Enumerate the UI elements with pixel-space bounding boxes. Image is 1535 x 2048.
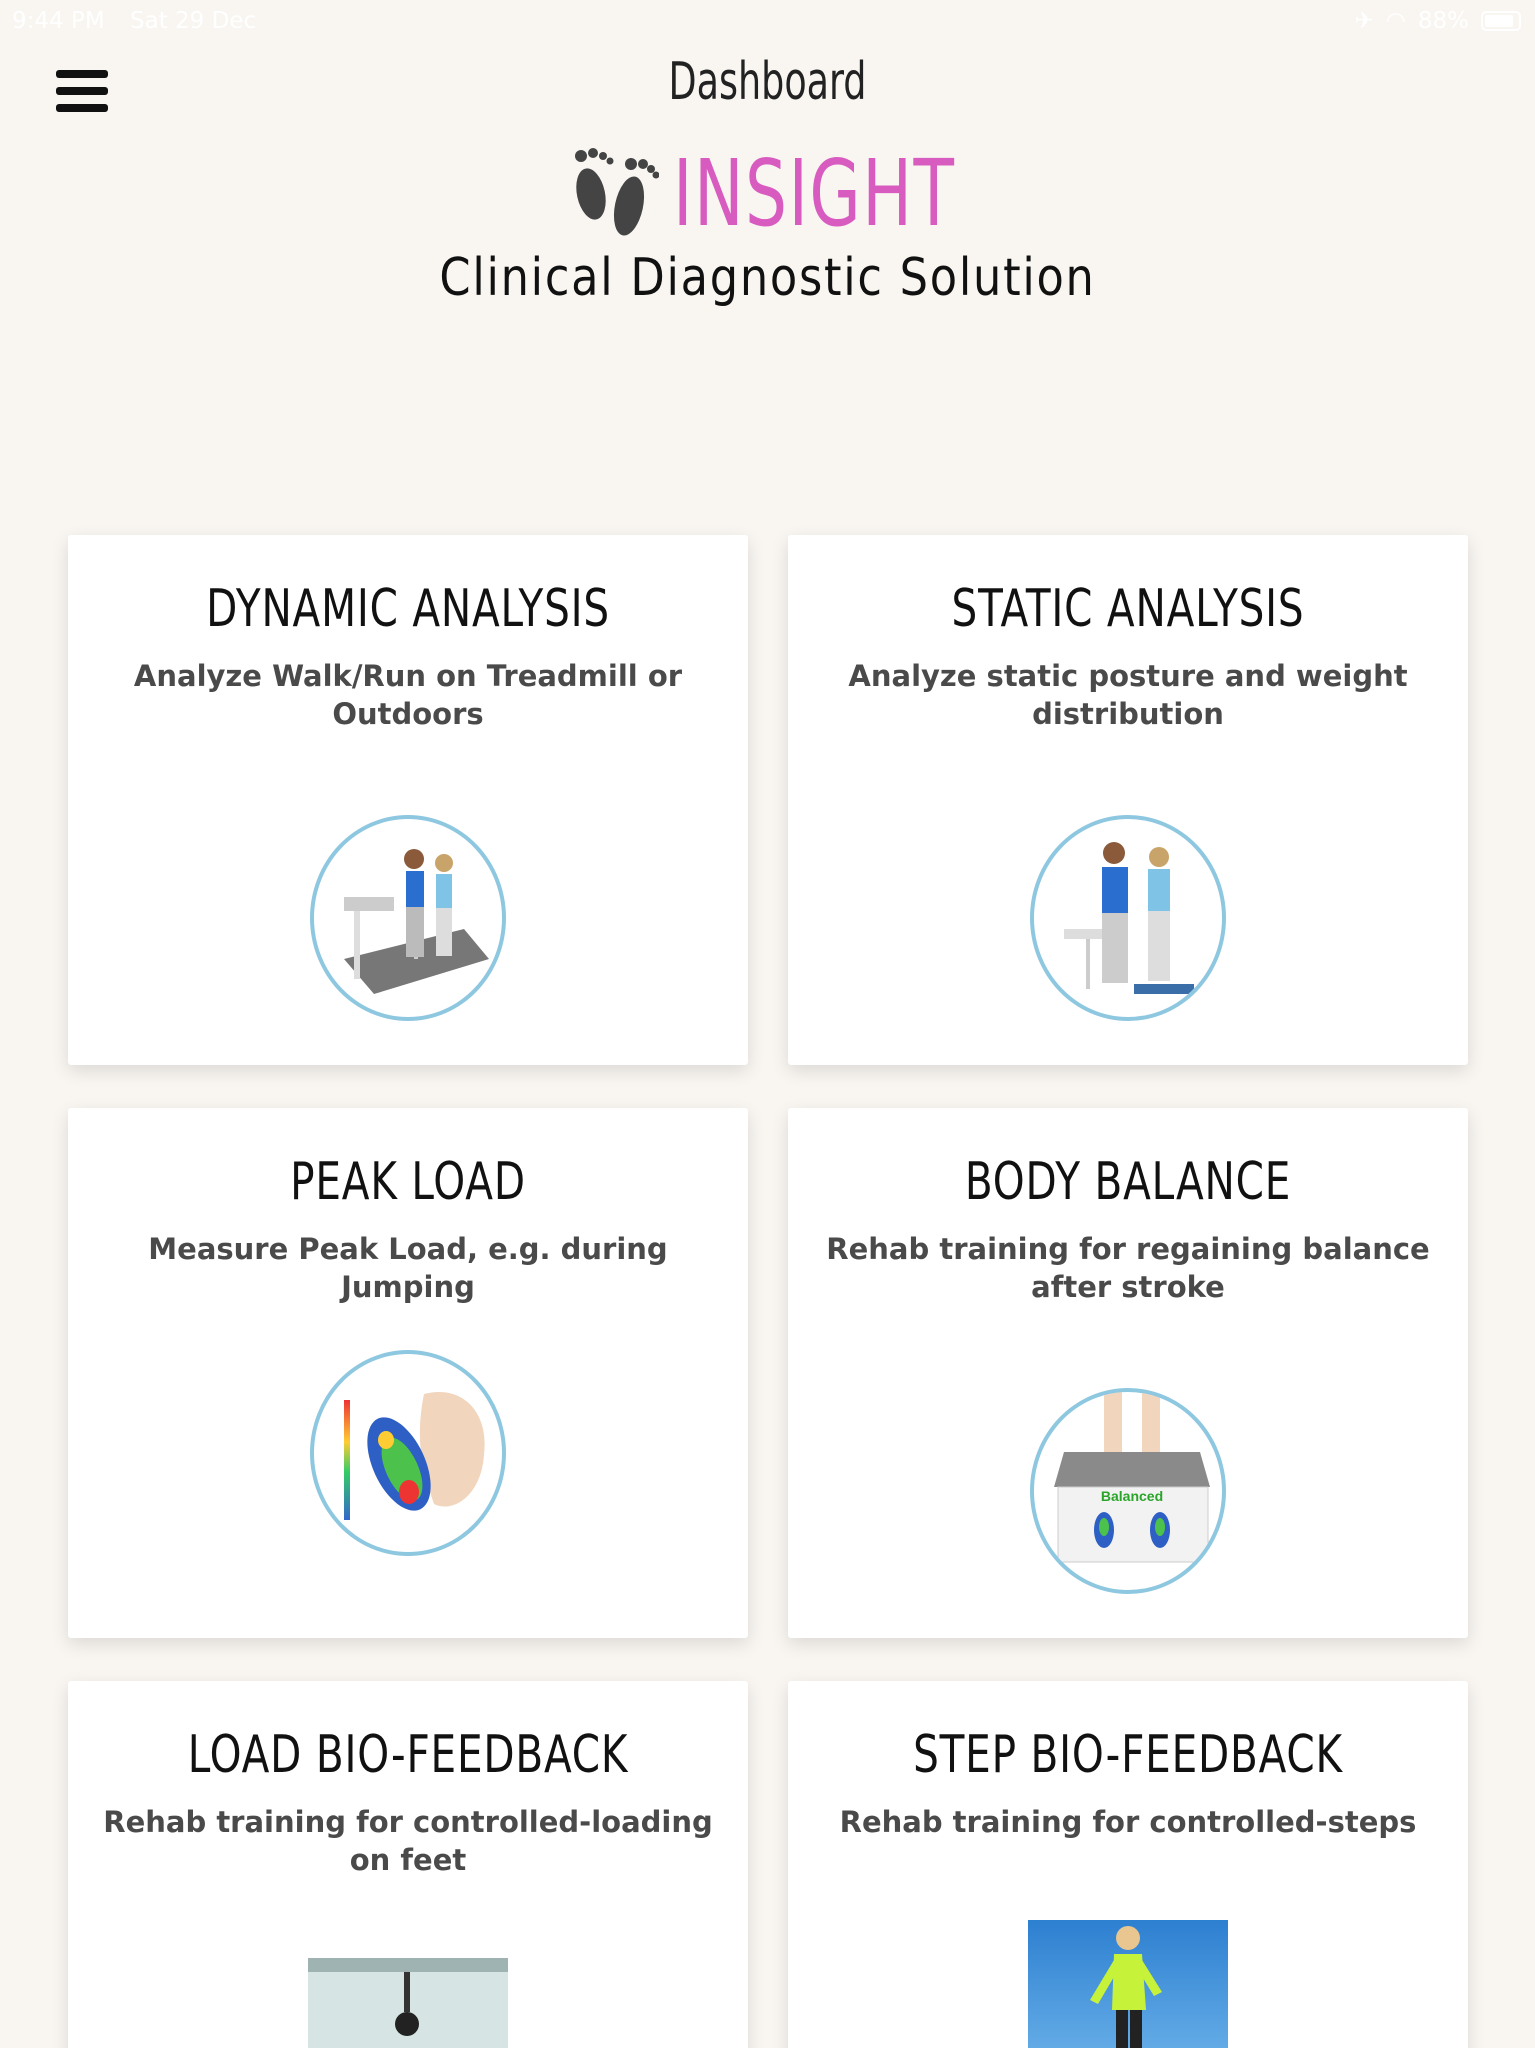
hamburger-menu-icon[interactable]: [56, 70, 108, 114]
card-step-bio-feedback[interactable]: [788, 1681, 1468, 2048]
card-dynamic-analysis[interactable]: [68, 535, 748, 1065]
foot-pressure-icon: [310, 1350, 506, 1556]
app-logo: [0, 140, 1535, 249]
card-description: Analyze Walk/Run on Treadmill or Outdoors: [133, 659, 683, 731]
status-time: 9:44 PM: [12, 8, 105, 34]
card-title: STATIC ANALYSIS: [951, 579, 1305, 639]
card-title: LOAD BIO-FEEDBACK: [187, 1725, 629, 1785]
balance-plate-icon: [1030, 1388, 1226, 1594]
status-bar: [0, 0, 1535, 40]
load-feedback-photo: [308, 1958, 508, 2048]
brand-name: INSIGHT: [672, 140, 955, 247]
card-description: Analyze static posture and weight distribution: [848, 659, 1408, 731]
wifi-icon: ◠: [1385, 8, 1406, 34]
page-title: Dashboard: [668, 52, 867, 112]
treadmill-icon: [310, 815, 506, 1021]
status-date: Sat 29 Dec: [130, 8, 257, 34]
airplane-icon: ✈: [1354, 8, 1374, 34]
card-title: PEAK LOAD: [290, 1152, 526, 1212]
battery-percent: 88%: [1417, 8, 1469, 34]
card-description: Rehab training for controlled-loading on feet: [103, 1805, 713, 1877]
card-body-balance[interactable]: [788, 1108, 1468, 1638]
card-title: STEP BIO-FEEDBACK: [913, 1725, 1343, 1785]
card-description: Rehab training for controlled-steps: [839, 1805, 1417, 1839]
card-load-bio-feedback[interactable]: [68, 1681, 748, 2048]
card-peak-load[interactable]: [68, 1108, 748, 1638]
card-static-analysis[interactable]: [788, 535, 1468, 1065]
card-title: DYNAMIC ANALYSIS: [206, 579, 610, 639]
walking-woman-photo: [1028, 1920, 1228, 2048]
card-title: BODY BALANCE: [964, 1152, 1292, 1212]
card-description: Rehab training for regaining balance after stroke: [826, 1232, 1430, 1304]
battery-icon: [1481, 11, 1521, 31]
balanced-label: Balanced: [1100, 1488, 1164, 1504]
footprints-icon: [563, 144, 659, 244]
card-description: Measure Peak Load, e.g. during Jumping: [148, 1232, 668, 1304]
static-posture-icon: [1030, 815, 1226, 1021]
app-subtitle: Clinical Diagnostic Solution: [439, 248, 1096, 308]
